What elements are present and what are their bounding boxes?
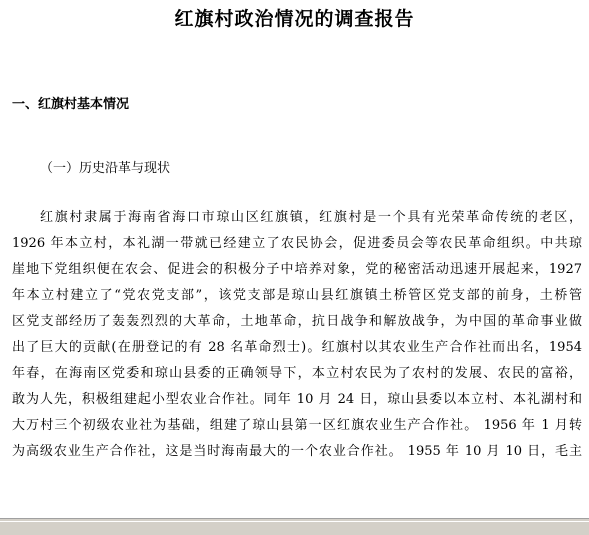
paragraph-line: 为高级农业生产合作社，这是当时海南最大的一个农业合作社。 1955 年 10 月 10 日，毛主 [12, 444, 582, 459]
paragraph-line: 年本立村建立了“党农党支部”，该党支部是琼山县红旗镇土桥管区党支部的前身，土桥管 [12, 288, 582, 303]
paragraph-line: 敢为人先，积极组建起小型农业合作社。同年 10 月 24 日，琼山县委以本立村、本礼湖村和 [12, 392, 582, 407]
paragraph-line: 红旗村隶属于海南省海口市琼山区红旗镇，红旗村是一个具有光荣革命传统的老区， [40, 210, 582, 225]
paragraph-line: 区党支部经历了轰轰烈烈的大革命，土地革命，抗日战争和解放战争，为中国的革命事业做 [12, 314, 582, 329]
paragraph-line: 1926 年本立村，本礼湖一带就已经建立了农民协会，促进委员会等农民革命组织。中共琼 [12, 236, 582, 251]
subsection-heading: （一）历史沿革与现状 [40, 161, 171, 176]
scrollbar-track[interactable] [0, 521, 589, 533]
paragraph-line: 年春，在海南区党委和琼山县委的正确领导下，本立村农民为了农村的发展、农民的富裕， [12, 366, 582, 381]
paragraph-line: 出了巨大的贡献(在册登记的有 28 名革命烈士)。红旗村以其农业生产合作社而出名，1954 [12, 340, 582, 355]
paragraph-line: 崖地下党组织便在农会、促进会的积极分子中培养对象，党的秘密活动迅速开展起来，1927 [12, 262, 582, 277]
section-heading: 一、红旗村基本情况 [12, 97, 130, 112]
body-paragraph [12, 205, 582, 465]
document-title: 红旗村政治情况的调查报告 [174, 8, 415, 30]
paragraph-line: 大万村三个初级农业社为基础，组建了琼山县第一区红旗农业生产合作社。 1956 年 1 月转 [12, 418, 582, 433]
horizontal-scrollbar[interactable] [0, 518, 589, 535]
